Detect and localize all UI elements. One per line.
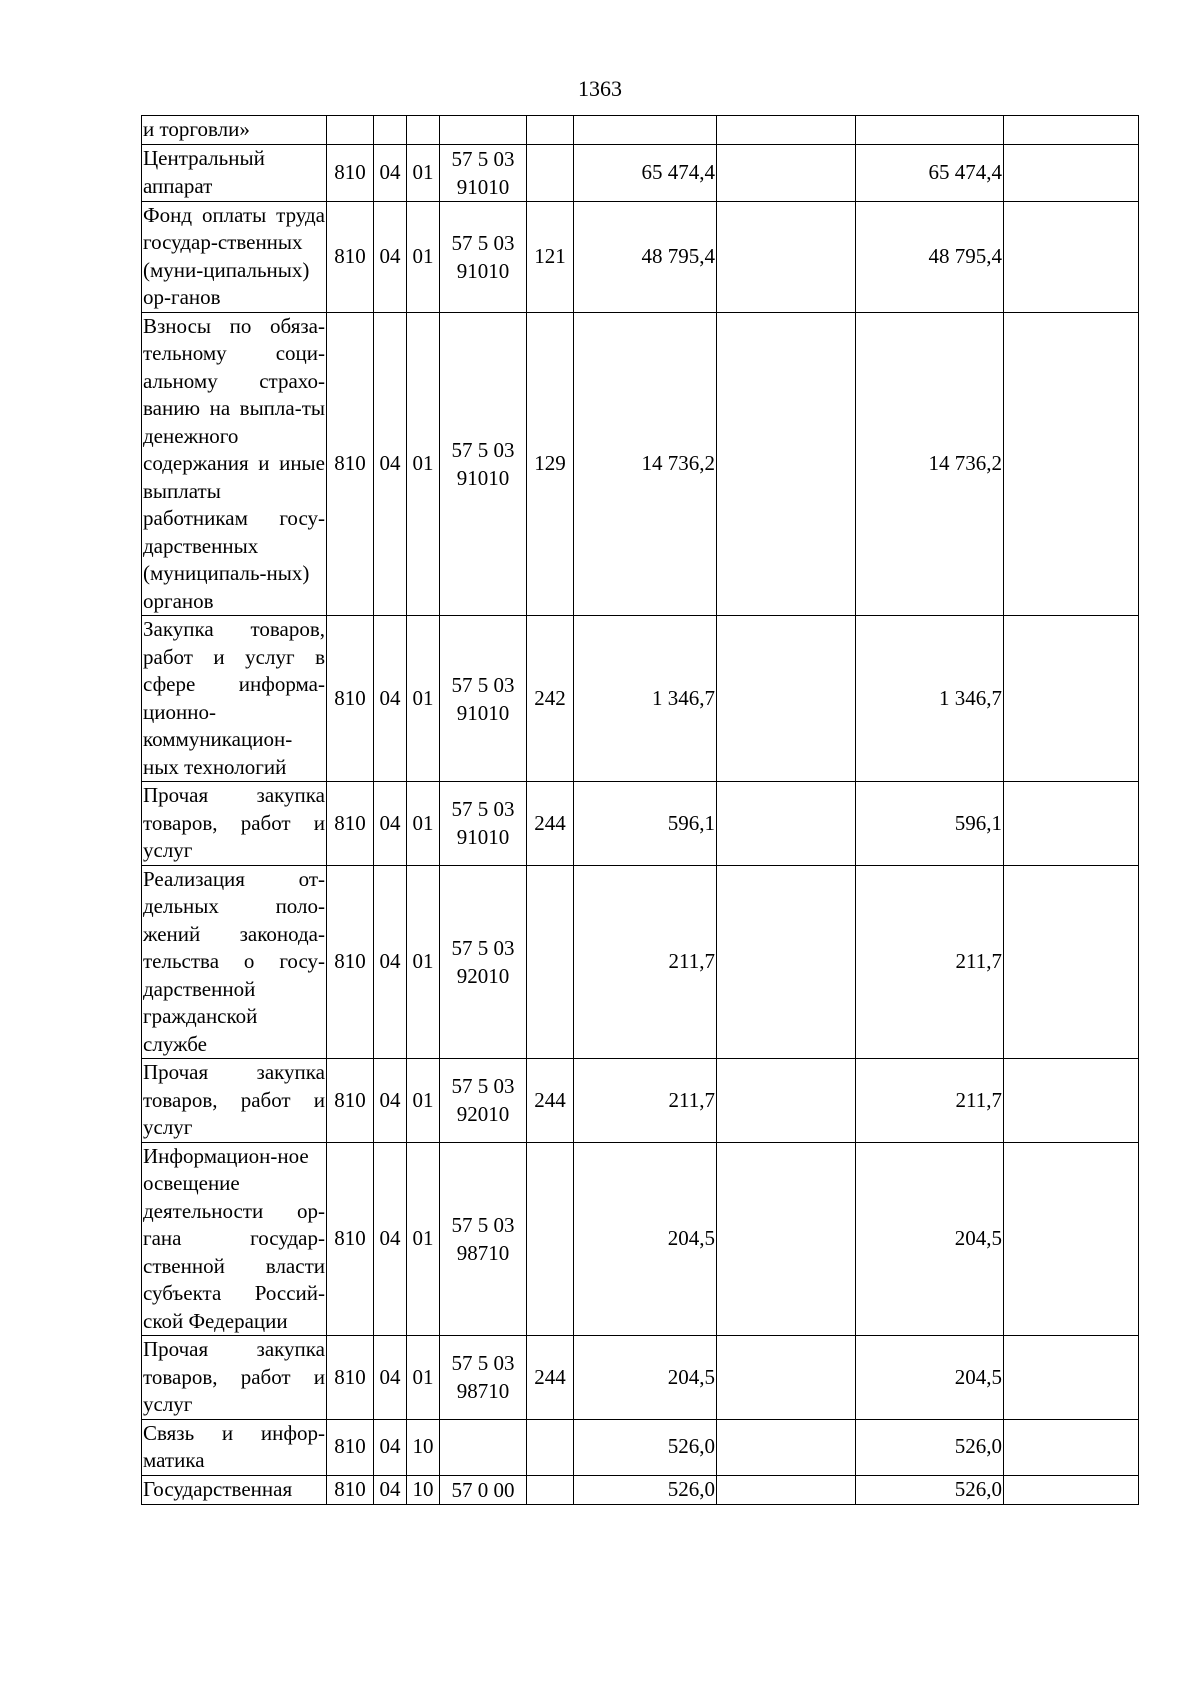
cell-name: Прочая закупка товаров, работ и услуг [142,1336,327,1420]
cell-expense-type [527,1142,574,1336]
cell-subsection-code: 01 [407,1336,440,1420]
cell-section-code: 04 [374,201,407,312]
cell-expense-type: 244 [527,1336,574,1420]
cell-section-code: 04 [374,1142,407,1336]
table-row [142,201,1139,312]
cell-empty [1004,312,1139,616]
cell-ministry-code: 810 [327,616,374,782]
cell-empty [717,1336,856,1420]
cell-section-code: 04 [374,782,407,866]
cell-empty [1004,616,1139,782]
page-number: 1363 [578,76,622,101]
cell-expense-type [527,144,574,201]
cell-empty [1004,1475,1139,1504]
cell-name: Прочая закупка товаров, работ и услуг [142,1059,327,1143]
cell-subsection-code: 01 [407,865,440,1059]
cell-section-code: 04 [374,865,407,1059]
cell-expense-type [527,865,574,1059]
cell-target-article: 57 5 03 91010 [440,782,527,866]
cell-target-article [440,1419,527,1475]
cell-subsection-code: 01 [407,312,440,616]
cell-expense-type [527,116,574,145]
cell-amount: 211,7 [574,865,717,1059]
cell-empty [1004,1419,1139,1475]
cell-amount [574,116,717,145]
cell-name: Прочая закупка товаров, работ и услуг [142,782,327,866]
cell-name: Закупка товаров, работ и услуг в сфере информа-ционно-коммуникацион-ных технологий [142,616,327,782]
cell-name: и торговли» [142,116,327,145]
cell-empty [1004,782,1139,866]
cell-empty [1004,865,1139,1059]
cell-subsection-code [407,116,440,145]
cell-section-code: 04 [374,144,407,201]
cell-empty [1004,201,1139,312]
cell-ministry-code: 810 [327,1059,374,1143]
cell-amount: 526,0 [856,1475,1004,1504]
cell-section-code [374,116,407,145]
cell-section-code: 04 [374,1059,407,1143]
cell-expense-type: 129 [527,312,574,616]
cell-amount [856,116,1004,145]
cell-empty [717,1419,856,1475]
cell-subsection-code: 10 [407,1419,440,1475]
budget-table-body [142,116,1139,1505]
cell-amount: 204,5 [574,1336,717,1420]
cell-target-article: 57 5 03 91010 [440,312,527,616]
cell-ministry-code [327,116,374,145]
table-row [142,116,1139,145]
table-row [142,865,1139,1059]
cell-amount: 526,0 [574,1419,717,1475]
cell-empty [717,865,856,1059]
cell-name: Государственная [142,1475,327,1504]
cell-empty [1004,116,1139,145]
cell-name: Центральный аппарат [142,144,327,201]
budget-table [141,115,1139,1505]
table-row [142,1475,1139,1504]
cell-empty [717,312,856,616]
cell-empty [1004,144,1139,201]
cell-amount: 48 795,4 [574,201,717,312]
table-row [142,1059,1139,1143]
cell-amount: 526,0 [574,1475,717,1504]
cell-amount: 14 736,2 [574,312,717,616]
cell-empty [717,116,856,145]
cell-amount: 65 474,4 [574,144,717,201]
cell-amount: 211,7 [856,865,1004,1059]
cell-expense-type: 244 [527,1059,574,1143]
cell-target-article: 57 5 03 92010 [440,865,527,1059]
cell-target-article: 57 5 03 91010 [440,144,527,201]
cell-target-article: 57 5 03 92010 [440,1059,527,1143]
cell-ministry-code: 810 [327,312,374,616]
cell-ministry-code: 810 [327,144,374,201]
cell-name: Реализация от-дельных поло-жений законода-тельства о госу-дарственной гражданской службе [142,865,327,1059]
cell-empty [717,1059,856,1143]
cell-ministry-code: 810 [327,865,374,1059]
cell-amount: 596,1 [574,782,717,866]
cell-ministry-code: 810 [327,782,374,866]
cell-empty [717,144,856,201]
cell-target-article: 57 5 03 91010 [440,616,527,782]
cell-amount: 204,5 [856,1142,1004,1336]
cell-name: Связь и инфор-матика [142,1419,327,1475]
cell-subsection-code: 10 [407,1475,440,1504]
cell-amount: 1 346,7 [856,616,1004,782]
cell-section-code: 04 [374,1475,407,1504]
cell-empty [717,201,856,312]
cell-amount: 526,0 [856,1419,1004,1475]
cell-expense-type: 242 [527,616,574,782]
cell-amount: 596,1 [856,782,1004,866]
cell-amount: 204,5 [574,1142,717,1336]
cell-ministry-code: 810 [327,1142,374,1336]
cell-target-article: 57 5 03 98710 [440,1142,527,1336]
cell-amount: 65 474,4 [856,144,1004,201]
cell-section-code: 04 [374,1336,407,1420]
cell-empty [717,1142,856,1336]
table-row [142,782,1139,866]
cell-section-code: 04 [374,312,407,616]
cell-subsection-code: 01 [407,1142,440,1336]
cell-empty [1004,1336,1139,1420]
cell-amount: 48 795,4 [856,201,1004,312]
table-row [142,144,1139,201]
cell-target-article: 57 5 03 98710 [440,1336,527,1420]
cell-ministry-code: 810 [327,201,374,312]
cell-ministry-code: 810 [327,1336,374,1420]
cell-target-article: 57 0 00 [440,1475,527,1504]
cell-expense-type [527,1475,574,1504]
cell-name: Фонд оплаты труда государ-ственных (муни-ципальных) ор-ганов [142,201,327,312]
cell-name: Информацион-ное освещение деятельности ор-гана государ-ственной власти субъекта Россий-ской Федерации [142,1142,327,1336]
table-row [142,1336,1139,1420]
cell-target-article [440,116,527,145]
cell-section-code: 04 [374,1419,407,1475]
cell-expense-type: 121 [527,201,574,312]
cell-empty [1004,1142,1139,1336]
cell-section-code: 04 [374,616,407,782]
cell-subsection-code: 01 [407,144,440,201]
cell-subsection-code: 01 [407,1059,440,1143]
table-row [142,616,1139,782]
cell-expense-type [527,1419,574,1475]
cell-ministry-code: 810 [327,1475,374,1504]
cell-empty [717,782,856,866]
cell-amount: 1 346,7 [574,616,717,782]
cell-empty [1004,1059,1139,1143]
table-row [142,1419,1139,1475]
cell-name: Взносы по обяза-тельному соци-альному страхо-ванию на выпла-ты денежного содержания и иные выплаты работникам госу-дарственных (муниципаль-ных) органов [142,312,327,616]
cell-target-article: 57 5 03 91010 [440,201,527,312]
cell-subsection-code: 01 [407,616,440,782]
cell-empty [717,616,856,782]
cell-amount: 211,7 [574,1059,717,1143]
cell-amount: 204,5 [856,1336,1004,1420]
table-row [142,1142,1139,1336]
cell-amount: 14 736,2 [856,312,1004,616]
cell-subsection-code: 01 [407,782,440,866]
table-row [142,312,1139,616]
cell-expense-type: 244 [527,782,574,866]
cell-amount: 211,7 [856,1059,1004,1143]
cell-subsection-code: 01 [407,201,440,312]
cell-ministry-code: 810 [327,1419,374,1475]
cell-empty [717,1475,856,1504]
